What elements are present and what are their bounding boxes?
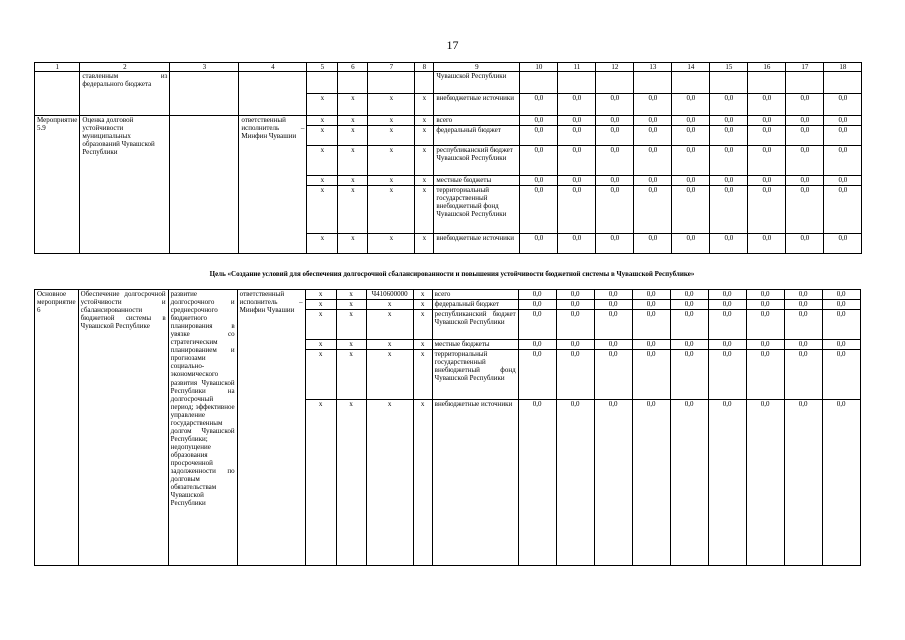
code-cell: x	[338, 176, 368, 186]
source-cell: внебюджетные источники	[434, 94, 520, 116]
code-cell: x	[338, 116, 368, 126]
source-cell: всего	[434, 116, 520, 126]
value-cell: 0,0	[558, 186, 596, 234]
code-cell: x	[305, 310, 336, 340]
value-cell: 0,0	[786, 126, 824, 146]
value-cell: 0,0	[594, 340, 632, 350]
value-cell: 0,0	[748, 146, 786, 176]
code-cell: x	[336, 310, 366, 340]
code-cell: x	[338, 146, 368, 176]
table-row	[35, 72, 862, 94]
value-cell: 0,0	[670, 400, 708, 566]
value-cell: 0,0	[786, 176, 824, 186]
value-cell: 0,0	[672, 176, 710, 186]
value-cell: 0,0	[784, 350, 822, 400]
code-cell: x	[305, 290, 336, 300]
value-cell: 0,0	[710, 146, 748, 176]
value-cell: 0,0	[672, 126, 710, 146]
code-cell: x	[336, 350, 366, 400]
value-cell: 0,0	[748, 94, 786, 116]
code-cell: x	[368, 146, 415, 176]
value-cell: 0,0	[558, 234, 596, 254]
table-row	[35, 116, 862, 126]
value-cell: 0,0	[632, 340, 670, 350]
code-cell: x	[366, 350, 413, 400]
code-cell: x	[368, 234, 415, 254]
value-cell: 0,0	[670, 340, 708, 350]
code-cell: x	[307, 234, 338, 254]
value-cell: 0,0	[556, 340, 594, 350]
value-cell: 0,0	[558, 94, 596, 116]
header-cell: 2	[80, 63, 170, 72]
value-cell: 0,0	[746, 400, 784, 566]
budget-table-top	[34, 62, 862, 254]
value-cell: 0,0	[710, 116, 748, 126]
source-cell: внебюджетные источники	[434, 234, 520, 254]
code-cell: x	[305, 400, 336, 566]
value-cell: 0,0	[746, 340, 784, 350]
value-cell: 0,0	[556, 310, 594, 340]
code-cell: x	[413, 350, 432, 400]
value-cell: 0,0	[596, 186, 634, 234]
value-cell: 0,0	[634, 186, 672, 234]
value-cell: 0,0	[558, 176, 596, 186]
value-cell: 0,0	[594, 350, 632, 400]
code-cell: x	[368, 116, 415, 126]
table-row	[35, 290, 861, 300]
code-cell: x	[368, 94, 415, 116]
measure-label: Мероприятие 5.9	[35, 116, 80, 254]
value-cell: 0,0	[594, 310, 632, 340]
value-cell: 0,0	[634, 94, 672, 116]
value-cell: 0,0	[672, 146, 710, 176]
value-cell: 0,0	[710, 186, 748, 234]
value-cell: 0,0	[672, 234, 710, 254]
code-cell: x	[336, 290, 366, 300]
value-cell: 0,0	[710, 94, 748, 116]
value-cell: 0,0	[520, 146, 558, 176]
value-cell: 0,0	[556, 300, 594, 310]
code-cell: x	[413, 300, 432, 310]
executor: ответственный исполнитель – Минфин Чувашии	[239, 116, 307, 254]
code-cell: x	[366, 310, 413, 340]
code-cell: x	[366, 340, 413, 350]
code-cell: x	[368, 186, 415, 234]
code-cell: x	[307, 146, 338, 176]
code-cell: x	[307, 186, 338, 234]
page-number: 17	[446, 38, 459, 52]
header-cell: 3	[170, 63, 239, 72]
value-cell: 0,0	[594, 400, 632, 566]
code-cell: x	[336, 340, 366, 350]
code-cell: x	[368, 176, 415, 186]
value-cell: 0,0	[708, 310, 746, 340]
value-cell: 0,0	[710, 126, 748, 146]
value-cell: 0,0	[594, 300, 632, 310]
value-cell: 0,0	[596, 146, 634, 176]
value-cell: 0,0	[824, 186, 862, 234]
value-cell: 0,0	[824, 234, 862, 254]
code-cell: x	[368, 126, 415, 146]
value-cell: 0,0	[784, 400, 822, 566]
header-cell: 12	[596, 63, 634, 72]
measure-description: Обеспечение долгосрочной устойчивости и сбалансированности бюджетной системы в Чувашской Республике	[78, 290, 168, 566]
header-cell: 5	[307, 63, 338, 72]
value-cell: 0,0	[748, 186, 786, 234]
source-cell: территориальный государственный внебюджетный фонд Чувашской Республики	[432, 350, 518, 400]
header-cell: 14	[672, 63, 710, 72]
value-cell: 0,0	[824, 126, 862, 146]
header-cell: 7	[368, 63, 415, 72]
value-cell: 0,0	[520, 94, 558, 116]
header-cell: 17	[786, 63, 824, 72]
value-cell: 0,0	[596, 116, 634, 126]
value-cell: 0,0	[634, 116, 672, 126]
budget-code: Ч410600000	[366, 290, 413, 300]
source-cell: республиканский бюджет Чувашской Республики	[434, 146, 520, 176]
expected-results: развитие долгосрочного и среднесрочного бюджетного планирования в увязке со стратегическим планированием и прогнозами социально-экономического развития Чувашской Республики на долгосрочный период; эффективное управление государственным долгом Чувашской Республики; недопущение образования просроченной задолженности по долговым обязательствам Чувашской Республики	[168, 290, 237, 566]
header-cell: 16	[748, 63, 786, 72]
code-cell: x	[413, 290, 432, 300]
code-cell: x	[338, 94, 368, 116]
value-cell: 0,0	[632, 350, 670, 400]
code-cell: x	[415, 116, 434, 126]
value-cell: 0,0	[518, 300, 556, 310]
value-cell: 0,0	[746, 350, 784, 400]
header-cell: 18	[824, 63, 862, 72]
code-cell: x	[307, 176, 338, 186]
value-cell: 0,0	[670, 350, 708, 400]
code-cell: x	[338, 234, 368, 254]
value-cell: 0,0	[520, 186, 558, 234]
source-cell: местные бюджеты	[434, 176, 520, 186]
source-cell: внебюджетные источники	[432, 400, 518, 566]
value-cell: 0,0	[596, 234, 634, 254]
code-cell: x	[413, 340, 432, 350]
source-cell: республиканский бюджет Чувашской Республики	[432, 310, 518, 340]
value-cell: 0,0	[672, 116, 710, 126]
value-cell: 0,0	[746, 290, 784, 300]
value-cell: 0,0	[596, 94, 634, 116]
code-cell: x	[415, 126, 434, 146]
value-cell: 0,0	[632, 400, 670, 566]
source-cell: всего	[432, 290, 518, 300]
value-cell: 0,0	[594, 290, 632, 300]
column-header-row	[35, 63, 862, 72]
value-cell: 0,0	[518, 350, 556, 400]
goal-heading: Цель «Создание условий для обеспечения долгосрочной сбалансированности и повышения устойчивости бюджетной системы в Чувашской Республике»	[209, 270, 695, 278]
value-cell: 0,0	[556, 290, 594, 300]
value-cell: 0,0	[824, 94, 862, 116]
code-cell: x	[366, 400, 413, 566]
value-cell: 0,0	[520, 116, 558, 126]
value-cell: 0,0	[634, 146, 672, 176]
value-cell: 0,0	[822, 290, 860, 300]
code-cell: x	[413, 310, 432, 340]
value-cell: 0,0	[558, 116, 596, 126]
value-cell: 0,0	[670, 290, 708, 300]
value-cell: 0,0	[824, 146, 862, 176]
value-cell: 0,0	[672, 186, 710, 234]
code-cell: x	[415, 146, 434, 176]
value-cell: 0,0	[822, 400, 860, 566]
value-cell: 0,0	[670, 310, 708, 340]
value-cell: 0,0	[520, 176, 558, 186]
value-cell: 0,0	[708, 290, 746, 300]
measure-label: Основное мероприятие 6	[35, 290, 79, 566]
value-cell: 0,0	[822, 310, 860, 340]
value-cell: 0,0	[518, 310, 556, 340]
value-cell: 0,0	[558, 126, 596, 146]
value-cell: 0,0	[746, 300, 784, 310]
budget-table-bottom	[34, 289, 861, 566]
value-cell: 0,0	[824, 176, 862, 186]
code-cell: x	[338, 126, 368, 146]
value-cell: 0,0	[672, 94, 710, 116]
code-cell: x	[305, 300, 336, 310]
value-cell: 0,0	[786, 234, 824, 254]
value-cell: 0,0	[748, 234, 786, 254]
code-cell: x	[415, 234, 434, 254]
value-cell: 0,0	[784, 340, 822, 350]
value-cell: 0,0	[518, 290, 556, 300]
value-cell: 0,0	[784, 300, 822, 310]
source-cell: местные бюджеты	[432, 340, 518, 350]
value-cell: 0,0	[786, 116, 824, 126]
code-cell: x	[415, 176, 434, 186]
code-cell: x	[307, 126, 338, 146]
value-cell: 0,0	[824, 116, 862, 126]
source-cell: Чувашской Республики	[434, 72, 520, 94]
value-cell: 0,0	[518, 340, 556, 350]
header-cell: 8	[415, 63, 434, 72]
code-cell: x	[307, 94, 338, 116]
value-cell: 0,0	[786, 94, 824, 116]
value-cell: 0,0	[710, 234, 748, 254]
header-cell: 13	[634, 63, 672, 72]
header-cell: 1	[35, 63, 80, 72]
value-cell: 0,0	[558, 146, 596, 176]
value-cell: 0,0	[748, 176, 786, 186]
cont-description: ставленным из федерального бюджета	[80, 72, 170, 116]
source-cell: федеральный бюджет	[432, 300, 518, 310]
code-cell: x	[336, 300, 366, 310]
value-cell: 0,0	[520, 126, 558, 146]
value-cell: 0,0	[556, 400, 594, 566]
value-cell: 0,0	[632, 310, 670, 340]
value-cell: 0,0	[786, 186, 824, 234]
header-cell: 6	[338, 63, 368, 72]
value-cell: 0,0	[596, 176, 634, 186]
value-cell: 0,0	[520, 234, 558, 254]
value-cell: 0,0	[784, 310, 822, 340]
measure-description: Оценка долговой устойчивости муниципальных образований Чувашской Республики	[80, 116, 170, 254]
value-cell: 0,0	[822, 350, 860, 400]
value-cell: 0,0	[748, 116, 786, 126]
code-cell: x	[305, 340, 336, 350]
value-cell: 0,0	[634, 176, 672, 186]
code-cell: x	[307, 116, 338, 126]
header-cell: 4	[239, 63, 307, 72]
value-cell: 0,0	[596, 126, 634, 146]
value-cell: 0,0	[822, 340, 860, 350]
code-cell: x	[338, 186, 368, 234]
value-cell: 0,0	[822, 300, 860, 310]
value-cell: 0,0	[670, 300, 708, 310]
header-cell: 11	[558, 63, 596, 72]
code-cell: x	[305, 350, 336, 400]
code-cell: x	[415, 94, 434, 116]
executor: ответственный исполнитель – Минфин Чувашии	[237, 290, 305, 566]
code-cell: x	[336, 400, 366, 566]
value-cell: 0,0	[708, 400, 746, 566]
code-cell: x	[366, 300, 413, 310]
value-cell: 0,0	[634, 234, 672, 254]
header-cell: 9	[434, 63, 520, 72]
value-cell: 0,0	[708, 340, 746, 350]
value-cell: 0,0	[556, 350, 594, 400]
value-cell: 0,0	[708, 350, 746, 400]
value-cell: 0,0	[708, 300, 746, 310]
value-cell: 0,0	[746, 310, 784, 340]
value-cell: 0,0	[784, 290, 822, 300]
value-cell: 0,0	[710, 176, 748, 186]
value-cell: 0,0	[634, 126, 672, 146]
header-cell: 15	[710, 63, 748, 72]
value-cell: 0,0	[748, 126, 786, 146]
code-cell: x	[415, 186, 434, 234]
header-cell: 10	[520, 63, 558, 72]
value-cell: 0,0	[518, 400, 556, 566]
code-cell: x	[413, 400, 432, 566]
source-cell: территориальный государственный внебюджетный фонд Чувашской Республики	[434, 186, 520, 234]
value-cell: 0,0	[786, 146, 824, 176]
value-cell: 0,0	[632, 300, 670, 310]
value-cell: 0,0	[632, 290, 670, 300]
source-cell: федеральный бюджет	[434, 126, 520, 146]
